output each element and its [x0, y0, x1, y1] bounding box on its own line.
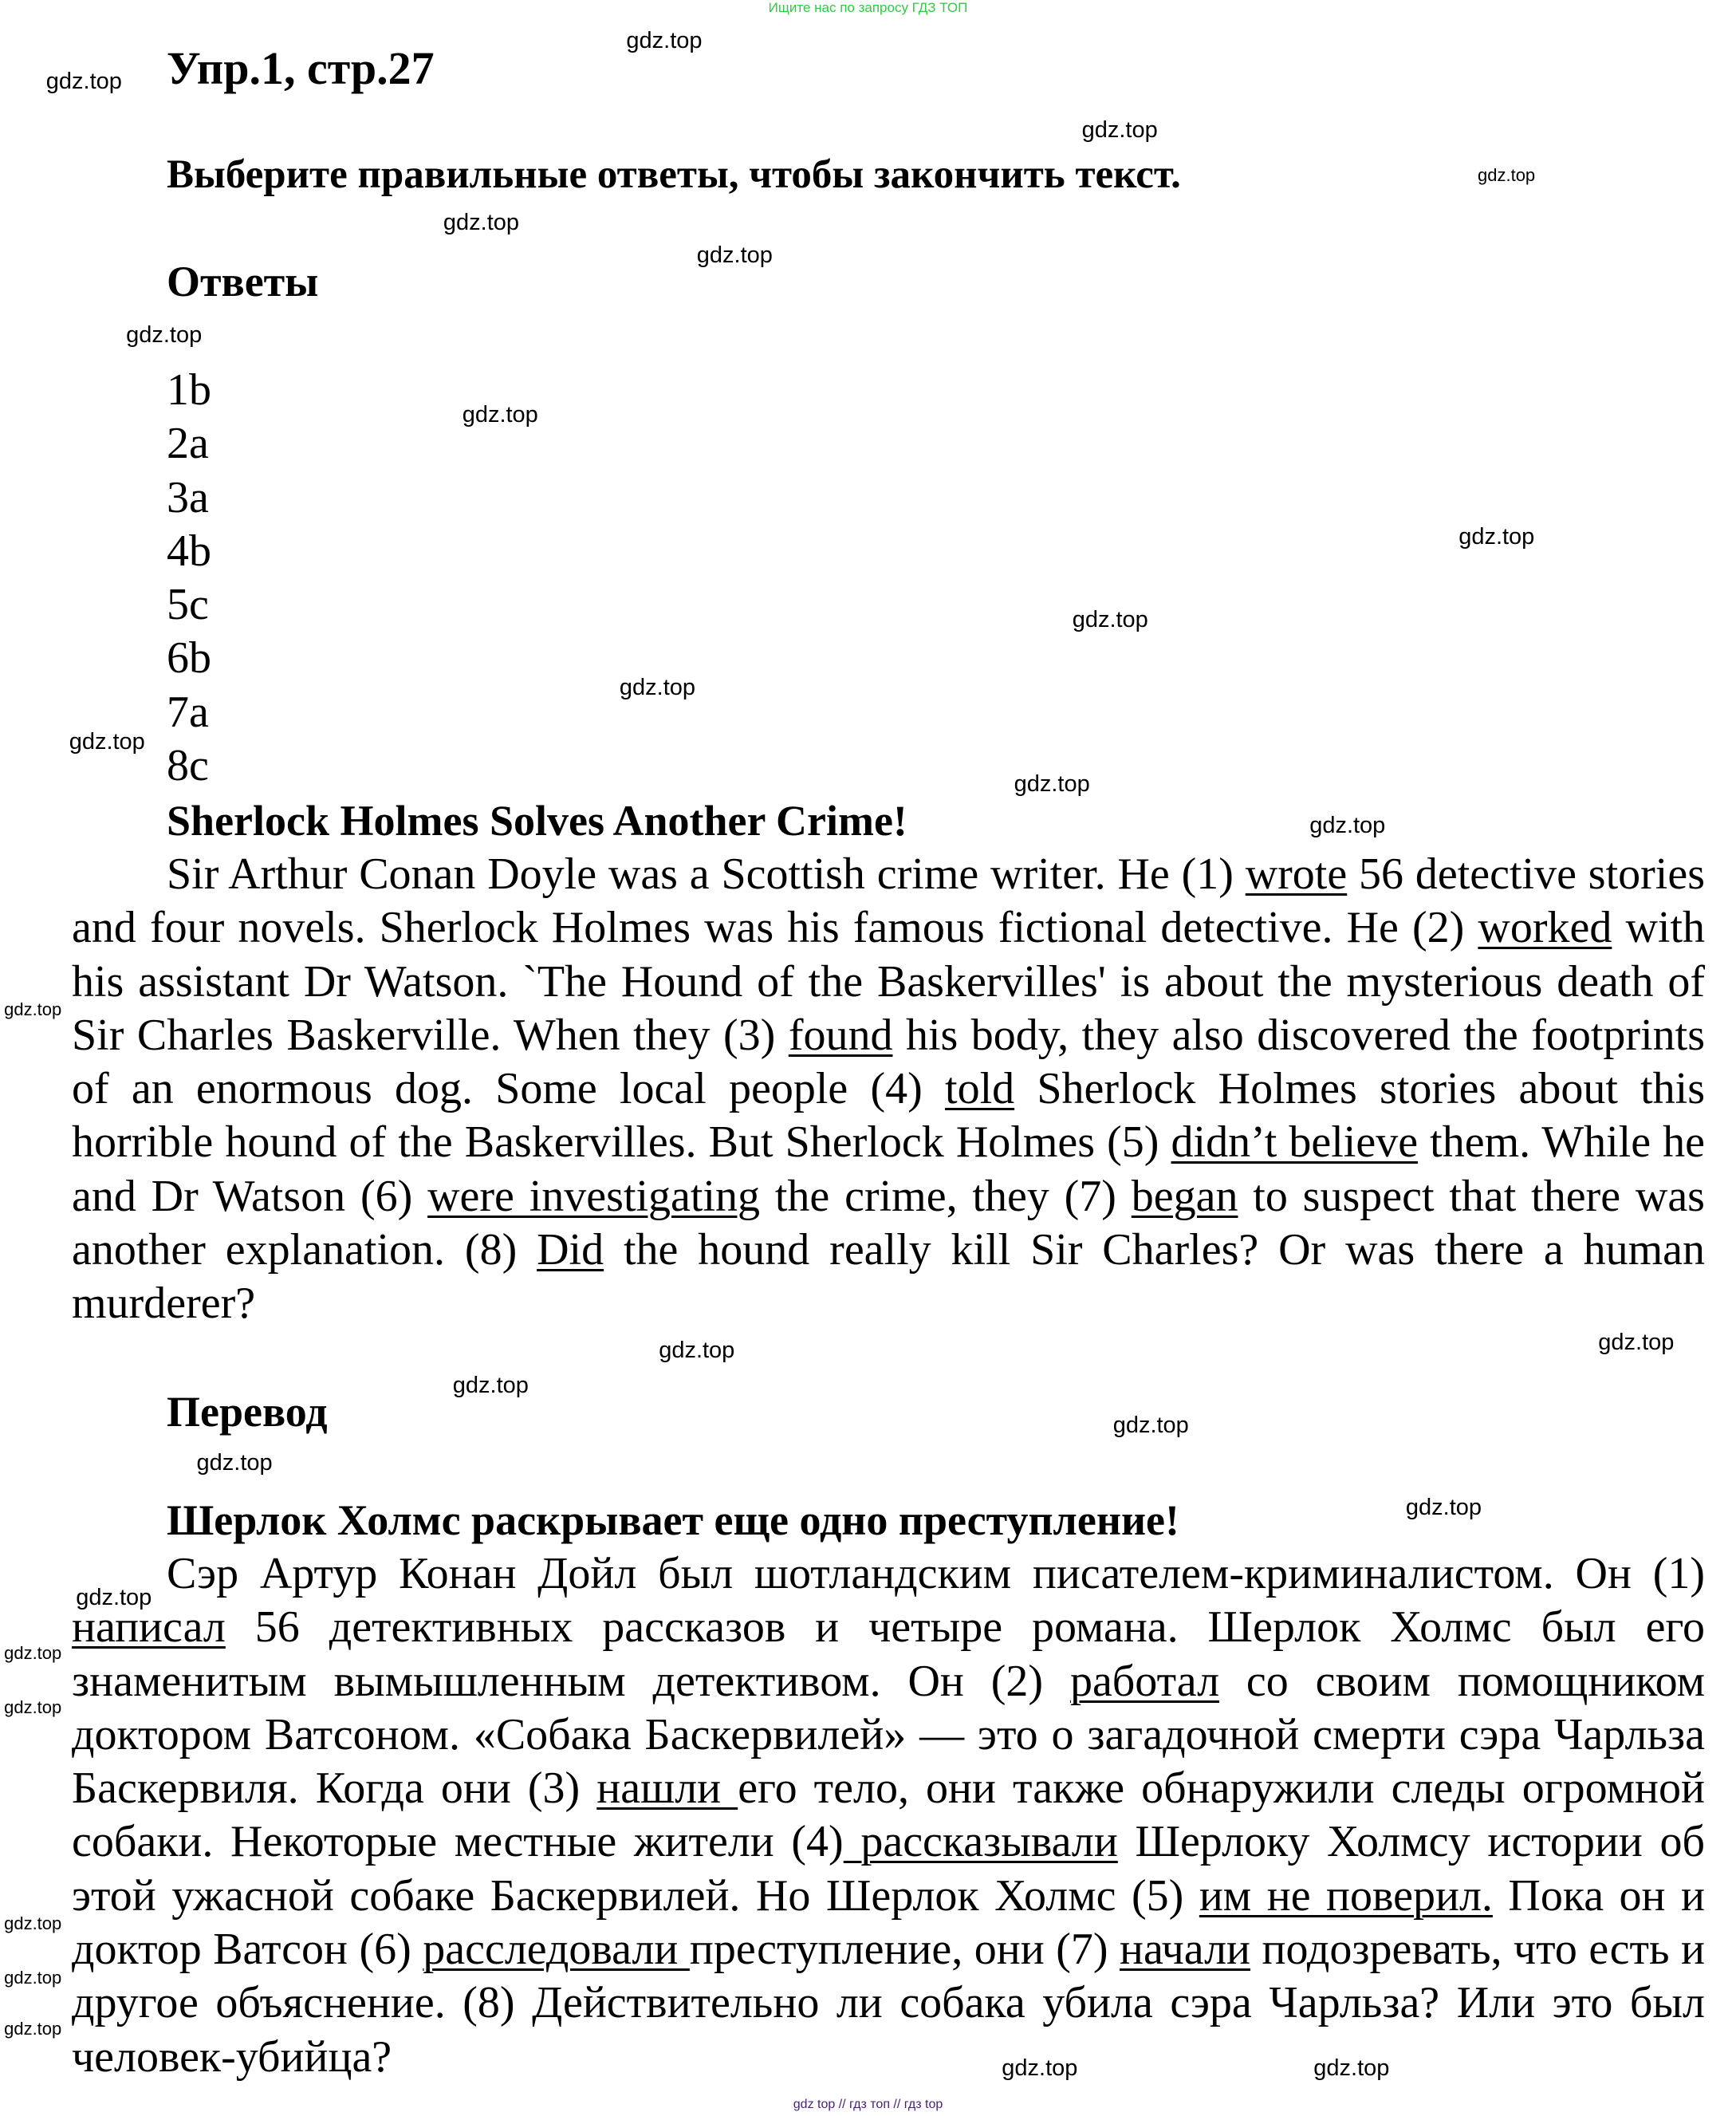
- text-segment: подозревать, что есть и другое объяснение. (8) Действительно ли собака убила сэра Чарльза? Или это был человек-убийца?: [72, 1925, 1706, 2082]
- answer-underlined: рассказывали: [843, 1817, 1118, 1867]
- text-segment: the hound really kill Sir Charles? Or was there a human murderer?: [72, 1225, 1705, 1329]
- watermark: gdz.top: [196, 1450, 273, 1476]
- answer-underlined: told: [945, 1064, 1015, 1114]
- text-segment: Sherlock Holmes stories about this horrible hound of the Baskervilles. But Sherlock Holmes (5): [72, 1064, 1705, 1168]
- watermark: gdz.top: [4, 1643, 62, 1664]
- text-segment: его тело, они также обнаружили следы огромной собаки. Некоторые местные жители (4): [72, 1763, 1705, 1867]
- task-description: Выберите правильные ответы, чтобы закончить текст.: [167, 152, 1181, 197]
- watermark: gdz.top: [443, 209, 520, 235]
- text-segment: Сэр Артур Конан Дойл был шотландским писателем-криминалистом. Он (1): [167, 1549, 1705, 1598]
- text-segment: со своим помощником доктором Ватсоном. «Собака Баскервилей» — это о загадочной смерти сэра Чарльза Баскервиля. Когда они (3): [72, 1656, 1706, 1814]
- text-segment: them. While he and Dr Watson (6): [72, 1117, 1705, 1221]
- watermark: gdz.top: [696, 242, 773, 268]
- answer-underlined: нашли: [596, 1763, 738, 1814]
- answer-item: 6b: [167, 633, 211, 684]
- text-segment: 56 detective stories and four novels. Sherlock Holmes was his famous fictional detective. He (2): [72, 849, 1705, 953]
- watermark: gdz.top: [69, 728, 145, 755]
- text-segment: his body, they also discovered the footprints of an enormous dog. Some local people (4): [72, 1010, 1705, 1114]
- text-segment: 56 детективных рассказов и четыре романа. Шерлок Холмс был его знаменитым вымышленным детективом. Он (2): [72, 1602, 1705, 1706]
- answer-item: 3a: [167, 472, 209, 522]
- answer-item: 5c: [167, 580, 209, 630]
- watermark: gdz.top: [1458, 524, 1535, 550]
- text-segment: with his assistant Dr Watson. `The Hound of the Baskervilles' is about the mysterious death of Sir Charles Baskerville. When they (3): [72, 903, 1705, 1060]
- watermark: gdz.top: [4, 1967, 62, 1988]
- answer-underlined: began: [1131, 1171, 1238, 1221]
- watermark: gdz.top: [1002, 2055, 1078, 2081]
- watermark: gdz.top: [1313, 2055, 1390, 2081]
- watermark: gdz.top: [626, 28, 703, 53]
- watermark: gdz.top: [4, 1697, 62, 1718]
- english-heading: Sherlock Holmes Solves Another Crime!: [167, 797, 907, 845]
- watermark: gdz.top: [4, 2019, 62, 2039]
- answers-list: [167, 364, 211, 793]
- russian-heading: Шерлок Холмс раскрывает еще одно преступление!: [167, 1496, 1180, 1544]
- footer-note: gdz top // гдз топ // гдз top: [793, 2098, 943, 2111]
- watermark: gdz.top: [1014, 770, 1090, 797]
- watermark: gdz.top: [452, 1373, 529, 1399]
- watermark: gdz.top: [462, 402, 538, 428]
- watermark: gdz.top: [126, 321, 203, 348]
- answer-item: 4b: [167, 526, 211, 576]
- english-text: [72, 848, 1705, 1331]
- answer-item: 7a: [167, 687, 209, 737]
- answers-heading: Ответы: [167, 258, 319, 305]
- text-segment: the crime, they (7): [760, 1171, 1132, 1221]
- answer-item: 1b: [167, 365, 211, 415]
- text-segment: Шерлоку Холмсу истории об этой ужасной собаке Баскервилей. Но Шерлок Холмс (5): [72, 1817, 1705, 1921]
- answer-underlined: wrote: [1245, 849, 1348, 899]
- page-title: Упр.1, стр.27: [167, 42, 435, 94]
- answer-underlined: начали: [1120, 1925, 1251, 1975]
- watermark: gdz.top: [1478, 165, 1536, 186]
- answer-underlined: работал: [1069, 1656, 1220, 1706]
- watermark: gdz.top: [619, 674, 696, 700]
- translation-heading: Перевод: [167, 1388, 328, 1436]
- answer-underlined: worked: [1478, 903, 1612, 953]
- answer-item: 8c: [167, 741, 209, 791]
- text-segment: преступление, они (7): [689, 1925, 1120, 1975]
- watermark: gdz.top: [1598, 1330, 1675, 1355]
- russian-text: [72, 1547, 1705, 2084]
- watermark: gdz.top: [4, 1913, 62, 1933]
- watermark: gdz.top: [4, 999, 62, 1019]
- watermark: gdz.top: [76, 1584, 152, 1610]
- text-segment: Sir Arthur Conan Doyle was a Scottish crime writer. He (1): [167, 849, 1246, 899]
- text-segment: to suspect that there was another explanation. (8): [72, 1171, 1705, 1275]
- answer-underlined: were investigating: [427, 1171, 761, 1221]
- watermark: gdz.top: [1081, 117, 1158, 144]
- watermark: gdz.top: [1072, 606, 1148, 632]
- answer-underlined: Did: [537, 1225, 604, 1275]
- watermark: gdz.top: [1309, 813, 1386, 839]
- watermark: gdz.top: [1405, 1495, 1482, 1521]
- watermark: gdz.top: [45, 69, 122, 94]
- text-segment: Пока он и доктор Ватсон (6): [72, 1870, 1705, 1975]
- answer-underlined: расследовали: [423, 1925, 690, 1975]
- answer-underlined: им не поверил.: [1199, 1870, 1493, 1921]
- answer-underlined: found: [788, 1010, 893, 1060]
- watermark: gdz.top: [1112, 1412, 1189, 1438]
- header-note: Ищите нас по запросу ГДЗ ТОП: [768, 0, 968, 15]
- watermark: gdz.top: [659, 1338, 735, 1364]
- answer-underlined: написал: [72, 1602, 226, 1653]
- answer-item: 2a: [167, 419, 209, 469]
- answer-underlined: didn’t believe: [1171, 1117, 1419, 1168]
